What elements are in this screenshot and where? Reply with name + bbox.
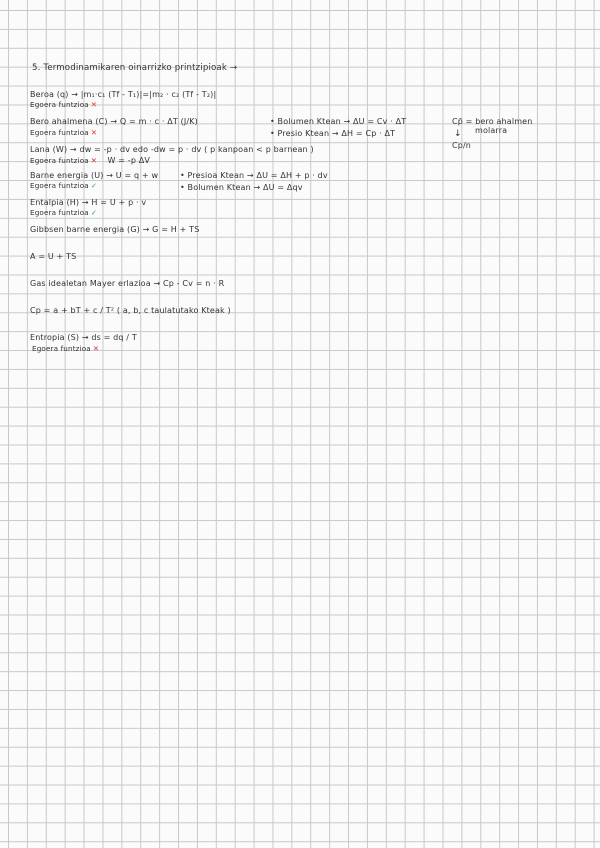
heat-capacity-state-label: Egoera funtzioa bbox=[30, 128, 89, 137]
cp-formula-line: Cp = a + bT + c / T² ( a, b, c taulatutako Kteak ) bbox=[30, 306, 231, 315]
work-line: Lana (W) → dw = -p · dv edo -dw = p · dv ( p kanpoan < p barnean ) bbox=[30, 145, 314, 154]
page-title: 5. Termodinamikaren oinarrizko printzipioak → bbox=[32, 63, 238, 73]
gibbs-line: Gibbsen barne energia (G) → G = H + TS bbox=[30, 225, 200, 234]
molar-note-2: molarra bbox=[475, 126, 508, 135]
internal-energy-line: Barne energia (U) → U = q + w bbox=[30, 171, 159, 180]
heat-state-label: Egoera funtzioa bbox=[30, 100, 89, 109]
heat-line: Beroa (q) → |m₁·c₁ (Tf - T₁)|=|m₂ · c₂ (Tf - T₂)| bbox=[30, 90, 217, 99]
pressure-const-du: • Presioa Ktean → ΔU = ΔH + p · dv bbox=[180, 171, 328, 180]
entropy-state-label: Egoera funtzioa bbox=[32, 344, 91, 353]
cross-mark-icon: ✕ bbox=[90, 128, 98, 137]
enthalpy-line: Entalpia (H) → H = U + p · v bbox=[30, 198, 147, 207]
check-mark-icon: ✓ bbox=[90, 181, 98, 190]
molar-note-3: Cp/n bbox=[452, 141, 472, 150]
cross-mark-icon: ✕ bbox=[92, 344, 100, 353]
internal-energy-state-label: Egoera funtzioa bbox=[30, 181, 89, 190]
enthalpy-state-function bbox=[30, 208, 97, 217]
entropy-line: Entropia (S) → ds = dq / T bbox=[30, 333, 137, 342]
heat-capacity-state-function bbox=[30, 128, 97, 137]
internal-energy-state-function bbox=[30, 181, 97, 190]
mayer-line: Gas idealetan Mayer erlazioa → Cp - Cv = n · R bbox=[30, 279, 225, 288]
check-mark-icon: ✓ bbox=[90, 208, 98, 217]
pressure-const-cp: • Presio Ktean → ΔH = Cp · ΔT bbox=[270, 129, 396, 138]
volume-const-du: • Bolumen Ktean → ΔU = Δqv bbox=[180, 183, 303, 192]
cross-mark-icon: ✕ bbox=[90, 156, 98, 165]
work-state-label: Egoera funtzioa bbox=[30, 156, 89, 165]
heat-capacity-line: Bero ahalmena (C) → Q = m · c · ΔT (J/K) bbox=[30, 117, 198, 126]
cross-mark-icon: ✕ bbox=[90, 100, 98, 109]
molar-note-1: Cp̄ = bero ahalmen bbox=[452, 117, 533, 126]
work-state-function bbox=[30, 156, 150, 165]
volume-const-cv: • Bolumen Ktean → ΔU = Cv · ΔT bbox=[270, 117, 407, 126]
enthalpy-state-label: Egoera funtzioa bbox=[30, 208, 89, 217]
down-arrow-icon: ↓ bbox=[454, 129, 462, 139]
entropy-state-function bbox=[32, 344, 99, 353]
heat-state-function bbox=[30, 100, 97, 109]
work-formula: W = -p ΔV bbox=[107, 156, 150, 165]
helmholtz-line: A = U + TS bbox=[30, 252, 77, 261]
